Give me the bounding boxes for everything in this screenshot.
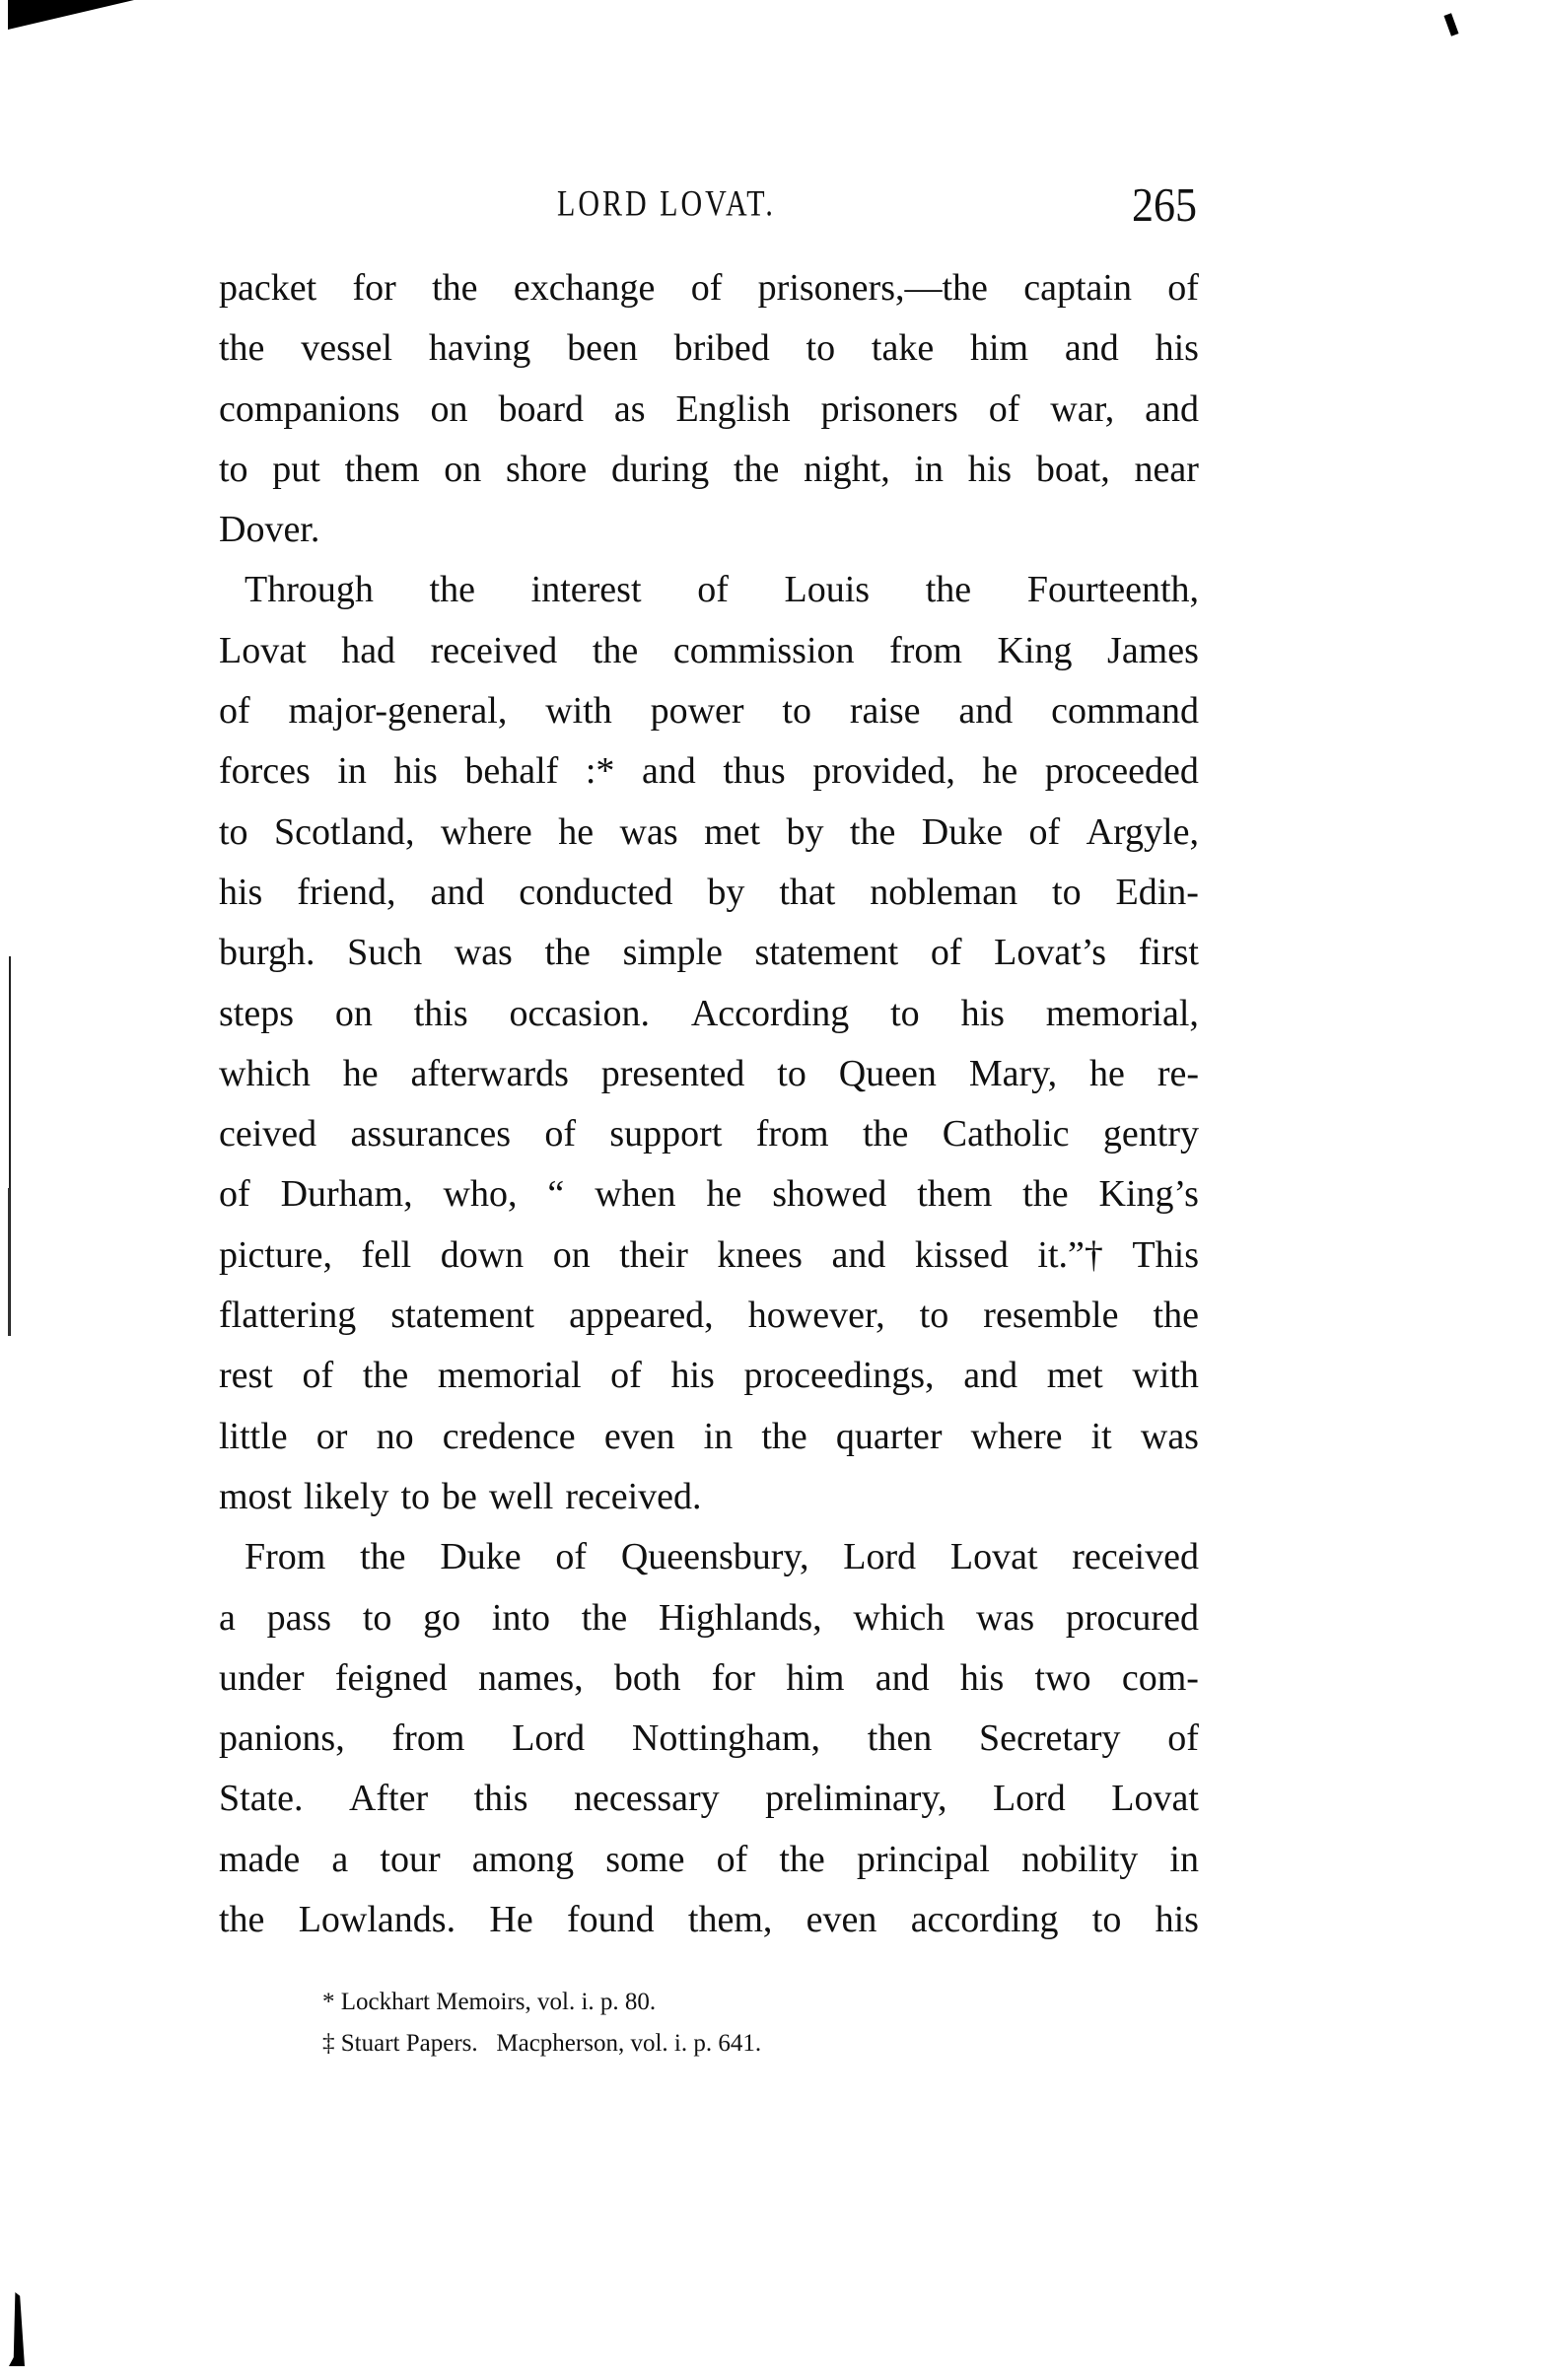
word: on (552, 1233, 591, 1276)
word: from (391, 1717, 465, 1760)
text-line (219, 380, 1199, 440)
word: most (219, 1475, 292, 1517)
word: memorial (437, 1355, 582, 1397)
word: gentry (1102, 1113, 1199, 1155)
word: to (777, 1052, 806, 1094)
paragraph (219, 258, 1199, 560)
word: Mary, (968, 1052, 1058, 1094)
word: where (440, 810, 532, 853)
word: From (245, 1536, 326, 1578)
word: the (362, 1355, 409, 1397)
word: knees (717, 1233, 803, 1276)
word: James (1107, 629, 1199, 671)
word: it (1090, 1415, 1112, 1457)
word: power (650, 690, 744, 733)
page-number: 265 (1132, 178, 1197, 232)
text-line (219, 1527, 1199, 1587)
word: them (344, 448, 420, 490)
word: the (592, 629, 639, 671)
word: on (430, 387, 468, 430)
word: of (219, 1173, 250, 1216)
word: presented (600, 1052, 745, 1094)
word: Secretary (979, 1717, 1121, 1760)
word: however, (747, 1295, 885, 1337)
margin-rule-secondary (8, 1188, 10, 1336)
word: this (413, 992, 468, 1034)
word: down (440, 1233, 525, 1276)
word: the (360, 1536, 406, 1578)
word: to (806, 327, 836, 370)
word: Lovat (219, 629, 307, 671)
word: of (1167, 267, 1199, 309)
word: and (1145, 387, 1199, 430)
word: to (1052, 871, 1082, 913)
word: Lord (992, 1778, 1066, 1820)
word: Durham, (280, 1173, 413, 1216)
word: his (967, 448, 1013, 490)
word: steps (219, 992, 294, 1034)
word: was (619, 810, 678, 853)
word: thus (723, 750, 786, 793)
word: to (890, 992, 920, 1034)
word: exchange (513, 267, 656, 309)
word: to (400, 1475, 431, 1517)
word: Queen (838, 1052, 937, 1094)
word: According (690, 992, 850, 1034)
word: he (342, 1052, 379, 1094)
word: Duke (440, 1536, 522, 1578)
word: of (697, 569, 729, 611)
text-line (219, 1890, 1199, 1950)
word: by (707, 871, 745, 913)
word: having (428, 327, 531, 370)
text-line (219, 741, 1199, 802)
text-line (219, 1286, 1199, 1346)
word: King (997, 629, 1073, 671)
word: board (498, 387, 584, 430)
text-line (219, 1588, 1199, 1648)
word: the (432, 267, 478, 309)
word: statement (390, 1295, 534, 1337)
word: no (376, 1415, 414, 1457)
word: been (567, 327, 638, 370)
word: of (1167, 1717, 1199, 1760)
word: received (1072, 1536, 1199, 1578)
word: conducted (519, 871, 673, 913)
word: of (555, 1536, 588, 1578)
word: forces (219, 750, 311, 793)
text-line (219, 258, 1199, 318)
word: and (430, 871, 485, 913)
word: Catholic (942, 1113, 1070, 1155)
word: the (429, 569, 475, 611)
word: raise (849, 690, 921, 733)
word: two (1034, 1656, 1091, 1699)
word: for (352, 267, 396, 309)
word: vessel (301, 327, 393, 370)
word: to (919, 1295, 949, 1337)
word: kissed (914, 1233, 1009, 1276)
word: principal (856, 1838, 990, 1880)
word: proceedings, (743, 1355, 935, 1397)
word: put (272, 448, 320, 490)
text-line (219, 1648, 1199, 1709)
word: into (491, 1596, 551, 1639)
word: Queensbury, (620, 1536, 809, 1578)
text-line (219, 1164, 1199, 1225)
word: of (219, 690, 250, 733)
word: him (786, 1656, 845, 1699)
word: Highlands, (658, 1596, 822, 1639)
word: the (219, 1899, 265, 1941)
text-line (219, 318, 1199, 379)
word: on (334, 992, 373, 1034)
word: for (711, 1656, 756, 1699)
word: Lovat (949, 1536, 1038, 1578)
word: who, (443, 1173, 518, 1216)
word: showed (772, 1173, 887, 1216)
text-line (219, 681, 1199, 741)
text-line (219, 1225, 1199, 1286)
word: Argyle, (1086, 810, 1199, 853)
text-line (219, 1769, 1199, 1829)
text-line (219, 560, 1199, 620)
word: of (610, 1355, 642, 1397)
text-line (219, 1044, 1199, 1104)
word: feigned (334, 1656, 448, 1699)
word: of (1028, 810, 1061, 853)
word: or (315, 1415, 348, 1457)
word: rest (219, 1355, 273, 1397)
word: appeared, (569, 1295, 714, 1337)
text-line (219, 1104, 1199, 1164)
word: command (1051, 690, 1199, 733)
word: tour (380, 1838, 441, 1880)
word: of (988, 387, 1020, 430)
word: to (1091, 1899, 1122, 1941)
word: with (1132, 1355, 1199, 1397)
running-head (0, 177, 1542, 232)
word: flattering (219, 1295, 357, 1337)
word: the (761, 1415, 807, 1457)
word: the (925, 569, 972, 611)
word: and (1064, 327, 1119, 370)
text-line (219, 1346, 1199, 1406)
word: interest (530, 569, 642, 611)
word: during (611, 448, 710, 490)
word: this (473, 1778, 528, 1820)
word: to (782, 690, 811, 733)
word: with (545, 690, 612, 733)
word: his (219, 871, 263, 913)
word: received. (565, 1475, 702, 1517)
word: provided, (812, 750, 955, 793)
footnotes (322, 1982, 761, 2065)
word: under (219, 1656, 305, 1699)
word: proceeded (1044, 750, 1199, 793)
word: re- (1156, 1052, 1199, 1094)
word: occasion. (509, 992, 650, 1034)
word: his (960, 992, 1005, 1034)
word: the (779, 1838, 825, 1880)
word: from (755, 1113, 829, 1155)
word: major-general, (288, 690, 508, 733)
word: Scotland, (274, 810, 415, 853)
word: when (595, 1173, 676, 1216)
word: Nottingham, (631, 1717, 820, 1760)
paragraph (219, 1527, 1199, 1950)
word: on (444, 448, 482, 490)
word: fell (361, 1233, 412, 1276)
word: he (982, 750, 1018, 793)
word: names, (478, 1656, 584, 1699)
word: Edin- (1115, 871, 1199, 913)
word: support (609, 1113, 723, 1155)
word: credence (442, 1415, 576, 1457)
word: and (958, 690, 1014, 733)
word: where (970, 1415, 1063, 1457)
word: After (348, 1778, 429, 1820)
word: and (963, 1355, 1018, 1397)
word: of (690, 267, 723, 309)
text-line (219, 923, 1199, 983)
word: by (786, 810, 824, 853)
word: among (471, 1838, 575, 1880)
word: in (914, 448, 945, 490)
word: and (641, 750, 696, 793)
word: first (1138, 932, 1199, 974)
word: received (430, 629, 558, 671)
word: :* (585, 750, 615, 793)
paragraph (219, 560, 1199, 1527)
word: well (488, 1475, 554, 1517)
word: to (362, 1596, 392, 1639)
word: he (1089, 1052, 1125, 1094)
word: some (605, 1838, 685, 1880)
word: even (603, 1415, 675, 1457)
word: which (853, 1596, 946, 1639)
word: night, (804, 448, 890, 490)
word: was (1140, 1415, 1199, 1457)
word: assurances (350, 1113, 511, 1155)
word: King’s (1098, 1173, 1199, 1216)
word: quarter (835, 1415, 943, 1457)
word: go (423, 1596, 461, 1639)
text-line (219, 984, 1199, 1044)
word: prisoners (820, 387, 958, 430)
word: the (849, 810, 896, 853)
word: their (619, 1233, 688, 1276)
word: a (331, 1838, 349, 1880)
word: Such (347, 932, 423, 974)
word: Dover. (219, 509, 320, 551)
word: preliminary, (765, 1778, 947, 1820)
word: which (219, 1052, 311, 1094)
word: boat, (1035, 448, 1110, 490)
word: then (867, 1717, 933, 1760)
word: Lord (843, 1536, 917, 1578)
word: friend, (297, 871, 396, 913)
scan-artifact-bottom-left (9, 2292, 25, 2366)
word: to (219, 810, 248, 853)
word: his (959, 1656, 1005, 1699)
word: his (1155, 327, 1199, 370)
word: of (716, 1838, 748, 1880)
word: as (613, 387, 646, 430)
word: in (1169, 1838, 1199, 1880)
word: them (917, 1173, 993, 1216)
text-line (219, 500, 1199, 560)
word: the (581, 1596, 628, 1639)
word: be (442, 1475, 477, 1517)
word: the (544, 932, 591, 974)
word: and (831, 1233, 886, 1276)
word: was (976, 1596, 1035, 1639)
word: afterwards (410, 1052, 569, 1094)
word: made (219, 1838, 301, 1880)
word: was (454, 932, 513, 974)
word: both (613, 1656, 681, 1699)
word: in (703, 1415, 734, 1457)
word: statement (754, 932, 899, 974)
footnote: ‡ Stuart Papers. Macpherson, vol. i. p. 641. (322, 2030, 762, 2057)
word: of (930, 932, 962, 974)
word: to (219, 448, 248, 490)
word: even (806, 1899, 877, 1941)
word: He (489, 1899, 533, 1941)
word: “ (547, 1173, 565, 1216)
text-line (219, 621, 1199, 681)
text-line (219, 1709, 1199, 1769)
word: resemble (983, 1295, 1119, 1337)
scan-artifact-top-right (1443, 13, 1458, 35)
body-text (219, 258, 1199, 1950)
word: Lovat (1111, 1778, 1199, 1820)
word: pass (266, 1596, 332, 1639)
running-title: LORD LOVAT. (557, 183, 776, 225)
word: and (875, 1656, 930, 1699)
word: picture, (219, 1233, 333, 1276)
word: Lord (512, 1717, 586, 1760)
word: Duke (921, 810, 1004, 853)
word: This (1132, 1233, 1199, 1276)
footnote: * Lockhart Memoirs, vol. i. p. 80. (322, 1989, 657, 2015)
word: Louis (784, 569, 871, 611)
word: him (970, 327, 1029, 370)
word: Lowlands. (298, 1899, 456, 1941)
word: his (670, 1355, 715, 1397)
word: commission (672, 629, 855, 671)
word: shore (505, 448, 588, 490)
text-line (219, 440, 1199, 500)
word: in (337, 750, 367, 793)
word: procured (1065, 1596, 1199, 1639)
word: the (1153, 1295, 1199, 1337)
word: the (1022, 1173, 1069, 1216)
word: burgh. (219, 932, 315, 974)
word: he (558, 810, 595, 853)
word: war, (1050, 387, 1115, 430)
scan-artifact-top-left (8, 0, 134, 30)
word: the (219, 327, 265, 370)
word: nobility (1021, 1838, 1139, 1880)
word: nobleman (870, 871, 1018, 913)
word: that (779, 871, 836, 913)
word: of (302, 1355, 334, 1397)
word: the (862, 1113, 909, 1155)
word: his (393, 750, 438, 793)
word: near (1134, 448, 1199, 490)
text-line (219, 1830, 1199, 1890)
word: com- (1121, 1656, 1199, 1699)
text-line (219, 863, 1199, 923)
word: met (704, 810, 761, 853)
text-line (219, 803, 1199, 863)
word: he (706, 1173, 742, 1216)
text-line (219, 1467, 1199, 1527)
word: necessary (573, 1778, 720, 1820)
word: State. (219, 1778, 304, 1820)
word: captain (1023, 267, 1132, 309)
word: the (733, 448, 780, 490)
word: prisoners,—the (757, 267, 988, 309)
word: take (871, 327, 935, 370)
word: found (566, 1899, 655, 1941)
word: of (544, 1113, 577, 1155)
word: English (675, 387, 791, 430)
word: simple (622, 932, 723, 974)
word: Fourteenth, (1026, 569, 1199, 611)
word: ceived (219, 1113, 317, 1155)
word: Lovat’s (994, 932, 1107, 974)
word: his (1155, 1899, 1199, 1941)
word: from (889, 629, 962, 671)
word: met (1046, 1355, 1103, 1397)
word: memorial, (1045, 992, 1199, 1034)
word: a (219, 1596, 236, 1639)
word: according (910, 1899, 1059, 1941)
word: little (219, 1415, 288, 1457)
word: had (341, 629, 396, 671)
text-line (219, 1407, 1199, 1467)
word: them, (687, 1899, 773, 1941)
word: bribed (673, 327, 770, 370)
word: companions (219, 387, 400, 430)
word: panions, (219, 1717, 345, 1760)
word: likely (303, 1475, 389, 1517)
word: packet (219, 267, 317, 309)
word: it.”† (1037, 1233, 1103, 1276)
word: behalf (464, 750, 559, 793)
word: Through (245, 569, 374, 611)
